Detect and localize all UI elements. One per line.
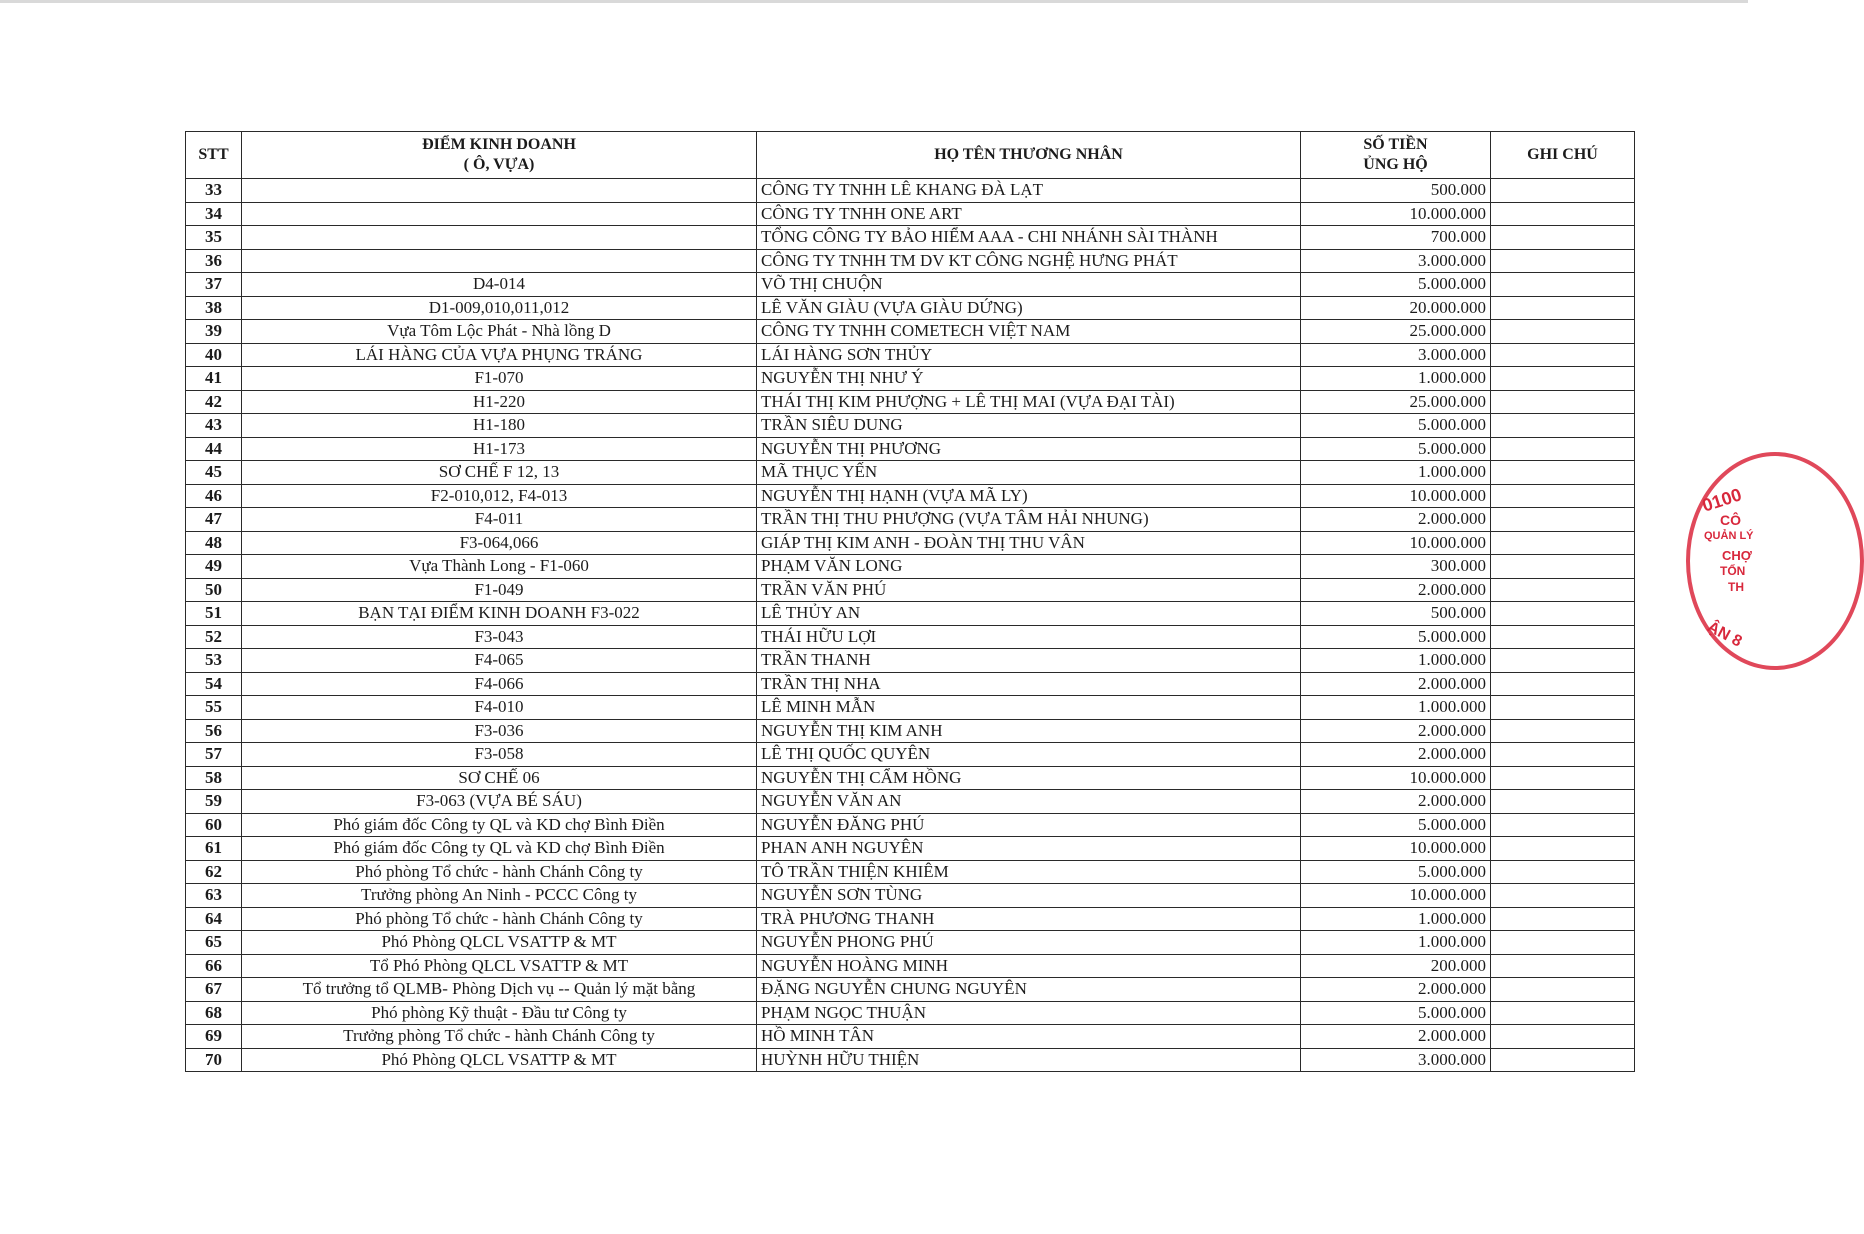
cell-stt: 52 xyxy=(186,625,242,649)
cell-stt: 46 xyxy=(186,484,242,508)
cell-merchant-name: THÁI THỊ KIM PHƯỢNG + LÊ THỊ MAI (VỰA ĐẠI TÀI) xyxy=(757,390,1301,414)
cell-business-point: Phó Phòng QLCL VSATTP & MT xyxy=(242,1048,757,1072)
cell-note xyxy=(1491,390,1635,414)
cell-stt: 42 xyxy=(186,390,242,414)
cell-stt: 67 xyxy=(186,978,242,1002)
table-row xyxy=(186,179,1635,203)
cell-business-point: Vựa Tôm Lộc Phát - Nhà lồng D xyxy=(242,320,757,344)
cell-business-point xyxy=(242,249,757,273)
cell-merchant-name: HỒ MINH TÂN xyxy=(757,1025,1301,1049)
table-row xyxy=(186,367,1635,391)
stamp-text: TỔN xyxy=(1720,564,1746,578)
cell-amount: 1.000.000 xyxy=(1301,907,1491,931)
table-row xyxy=(186,1048,1635,1072)
stamp-text: ẬN 8 xyxy=(1704,618,1745,651)
cell-amount: 5.000.000 xyxy=(1301,437,1491,461)
cell-stt: 58 xyxy=(186,766,242,790)
cell-amount: 5.000.000 xyxy=(1301,625,1491,649)
table-row xyxy=(186,766,1635,790)
table-row xyxy=(186,931,1635,955)
cell-merchant-name: TRẦN THANH xyxy=(757,649,1301,673)
table-row xyxy=(186,484,1635,508)
cell-business-point: Phó giám đốc Công ty QL và KD chợ Bình Điền xyxy=(242,813,757,837)
cell-note xyxy=(1491,226,1635,250)
cell-merchant-name: MÃ THỤC YẾN xyxy=(757,461,1301,485)
cell-business-point: F1-049 xyxy=(242,578,757,602)
cell-merchant-name: CÔNG TY TNHH LÊ KHANG ĐÀ LẠT xyxy=(757,179,1301,203)
header-note: GHI CHÚ xyxy=(1491,132,1635,179)
header-business-point-line2: ( Ô, VỰA) xyxy=(463,156,535,173)
cell-amount: 2.000.000 xyxy=(1301,508,1491,532)
cell-amount: 5.000.000 xyxy=(1301,414,1491,438)
cell-business-point: D1-009,010,011,012 xyxy=(242,296,757,320)
cell-amount: 3.000.000 xyxy=(1301,1048,1491,1072)
cell-business-point: Phó Phòng QLCL VSATTP & MT xyxy=(242,931,757,955)
cell-merchant-name: NGUYỄN PHONG PHÚ xyxy=(757,931,1301,955)
table-row xyxy=(186,649,1635,673)
cell-merchant-name: TRẦN THỊ THU PHƯỢNG (VỰA TÂM HẢI NHUNG) xyxy=(757,508,1301,532)
cell-stt: 35 xyxy=(186,226,242,250)
cell-note xyxy=(1491,907,1635,931)
red-seal-stamp xyxy=(1686,452,1864,670)
cell-amount: 25.000.000 xyxy=(1301,390,1491,414)
table-row xyxy=(186,907,1635,931)
table-row xyxy=(186,696,1635,720)
cell-amount: 2.000.000 xyxy=(1301,743,1491,767)
cell-business-point: F4-010 xyxy=(242,696,757,720)
cell-stt: 63 xyxy=(186,884,242,908)
table-row xyxy=(186,461,1635,485)
cell-merchant-name: TRẦN VĂN PHÚ xyxy=(757,578,1301,602)
cell-business-point: H1-173 xyxy=(242,437,757,461)
cell-merchant-name: TÔ TRẦN THIỆN KHIÊM xyxy=(757,860,1301,884)
cell-merchant-name: LÊ THỊ QUỐC QUYÊN xyxy=(757,743,1301,767)
table-header-row xyxy=(186,132,1635,179)
cell-amount: 1.000.000 xyxy=(1301,461,1491,485)
table-row xyxy=(186,273,1635,297)
cell-business-point: Phó giám đốc Công ty QL và KD chợ Bình Điền xyxy=(242,837,757,861)
cell-business-point: Tổ trưởng tổ QLMB- Phòng Dịch vụ -- Quản lý mặt bằng xyxy=(242,978,757,1002)
cell-amount: 500.000 xyxy=(1301,602,1491,626)
cell-merchant-name: NGUYỄN HOÀNG MINH xyxy=(757,954,1301,978)
cell-amount: 300.000 xyxy=(1301,555,1491,579)
table-row xyxy=(186,602,1635,626)
cell-business-point: SƠ CHẾ F 12, 13 xyxy=(242,461,757,485)
cell-business-point: F4-066 xyxy=(242,672,757,696)
cell-stt: 45 xyxy=(186,461,242,485)
cell-merchant-name: HUỲNH HỮU THIỆN xyxy=(757,1048,1301,1072)
header-amount-line2: ỦNG HỘ xyxy=(1363,156,1428,173)
cell-note xyxy=(1491,602,1635,626)
header-amount xyxy=(1301,132,1491,179)
stamp-text: 0100 xyxy=(1699,484,1745,516)
cell-note xyxy=(1491,320,1635,344)
cell-stt: 59 xyxy=(186,790,242,814)
cell-stt: 37 xyxy=(186,273,242,297)
cell-business-point: SƠ CHẾ 06 xyxy=(242,766,757,790)
cell-amount: 10.000.000 xyxy=(1301,837,1491,861)
cell-business-point xyxy=(242,226,757,250)
cell-note xyxy=(1491,508,1635,532)
cell-amount: 1.000.000 xyxy=(1301,649,1491,673)
cell-stt: 38 xyxy=(186,296,242,320)
cell-merchant-name: PHAN ANH NGUYÊN xyxy=(757,837,1301,861)
cell-note xyxy=(1491,813,1635,837)
cell-note xyxy=(1491,1048,1635,1072)
cell-stt: 44 xyxy=(186,437,242,461)
cell-note xyxy=(1491,437,1635,461)
table-row xyxy=(186,978,1635,1002)
cell-note xyxy=(1491,484,1635,508)
cell-merchant-name: CÔNG TY TNHH COMETECH VIỆT NAM xyxy=(757,320,1301,344)
cell-merchant-name: PHẠM VĂN LONG xyxy=(757,555,1301,579)
cell-stt: 56 xyxy=(186,719,242,743)
cell-stt: 48 xyxy=(186,531,242,555)
cell-note xyxy=(1491,860,1635,884)
cell-stt: 62 xyxy=(186,860,242,884)
cell-stt: 36 xyxy=(186,249,242,273)
header-stt: STT xyxy=(186,132,242,179)
cell-merchant-name: NGUYỄN THỊ CẨM HỒNG xyxy=(757,766,1301,790)
cell-note xyxy=(1491,179,1635,203)
cell-business-point: Trưởng phòng An Ninh - PCCC Công ty xyxy=(242,884,757,908)
table-row xyxy=(186,813,1635,837)
cell-note xyxy=(1491,625,1635,649)
cell-merchant-name: TỔNG CÔNG TY BẢO HIỂM AAA - CHI NHÁNH SÀI THÀNH xyxy=(757,226,1301,250)
cell-merchant-name: NGUYỄN ĐĂNG PHÚ xyxy=(757,813,1301,837)
table-row xyxy=(186,578,1635,602)
cell-stt: 49 xyxy=(186,555,242,579)
cell-amount: 5.000.000 xyxy=(1301,273,1491,297)
cell-amount: 700.000 xyxy=(1301,226,1491,250)
cell-merchant-name: NGUYỄN THỊ KIM ANH xyxy=(757,719,1301,743)
cell-business-point: F3-063 (VỰA BÉ SÁU) xyxy=(242,790,757,814)
cell-merchant-name: TRẦN SIÊU DUNG xyxy=(757,414,1301,438)
cell-business-point: F1-070 xyxy=(242,367,757,391)
table-row xyxy=(186,508,1635,532)
cell-business-point: Trưởng phòng Tổ chức - hành Chánh Công ty xyxy=(242,1025,757,1049)
cell-note xyxy=(1491,1001,1635,1025)
table-row xyxy=(186,884,1635,908)
cell-amount: 1.000.000 xyxy=(1301,696,1491,720)
cell-amount: 1.000.000 xyxy=(1301,367,1491,391)
cell-amount: 500.000 xyxy=(1301,179,1491,203)
cell-amount: 20.000.000 xyxy=(1301,296,1491,320)
cell-merchant-name: THÁI HỮU LỢI xyxy=(757,625,1301,649)
header-merchant-name: HỌ TÊN THƯƠNG NHÂN xyxy=(757,132,1301,179)
cell-note xyxy=(1491,672,1635,696)
header-business-point-line1: ĐIỂM KINH DOANH xyxy=(422,136,576,153)
cell-business-point: F3-058 xyxy=(242,743,757,767)
cell-amount: 5.000.000 xyxy=(1301,1001,1491,1025)
cell-amount: 10.000.000 xyxy=(1301,484,1491,508)
cell-business-point: F4-065 xyxy=(242,649,757,673)
cell-stt: 34 xyxy=(186,202,242,226)
table-row xyxy=(186,743,1635,767)
cell-stt: 47 xyxy=(186,508,242,532)
cell-business-point: LÁI HÀNG CỦA VỰA PHỤNG TRÁNG xyxy=(242,343,757,367)
table-body xyxy=(186,179,1635,1072)
cell-amount: 5.000.000 xyxy=(1301,860,1491,884)
table-row xyxy=(186,390,1635,414)
cell-amount: 10.000.000 xyxy=(1301,531,1491,555)
cell-stt: 40 xyxy=(186,343,242,367)
cell-stt: 55 xyxy=(186,696,242,720)
cell-business-point xyxy=(242,179,757,203)
table-row xyxy=(186,1025,1635,1049)
cell-merchant-name: LÊ VĂN GIÀU (VỰA GIÀU DỨNG) xyxy=(757,296,1301,320)
cell-stt: 70 xyxy=(186,1048,242,1072)
cell-merchant-name: CÔNG TY TNHH TM DV KT CÔNG NGHỆ HƯNG PHÁT xyxy=(757,249,1301,273)
cell-merchant-name: LÊ THỦY AN xyxy=(757,602,1301,626)
table-row xyxy=(186,296,1635,320)
cell-note xyxy=(1491,343,1635,367)
cell-stt: 33 xyxy=(186,179,242,203)
cell-merchant-name: NGUYỄN SƠN TÙNG xyxy=(757,884,1301,908)
table-row xyxy=(186,343,1635,367)
cell-amount: 200.000 xyxy=(1301,954,1491,978)
cell-note xyxy=(1491,978,1635,1002)
cell-amount: 2.000.000 xyxy=(1301,578,1491,602)
cell-merchant-name: CÔNG TY TNHH ONE ART xyxy=(757,202,1301,226)
cell-note xyxy=(1491,743,1635,767)
cell-note xyxy=(1491,766,1635,790)
table-row xyxy=(186,790,1635,814)
cell-business-point: H1-220 xyxy=(242,390,757,414)
cell-amount: 2.000.000 xyxy=(1301,790,1491,814)
table-row xyxy=(186,414,1635,438)
cell-stt: 39 xyxy=(186,320,242,344)
cell-business-point: H1-180 xyxy=(242,414,757,438)
stamp-text: TH xyxy=(1728,580,1744,594)
cell-note xyxy=(1491,884,1635,908)
cell-note xyxy=(1491,296,1635,320)
table-row xyxy=(186,625,1635,649)
cell-amount: 3.000.000 xyxy=(1301,249,1491,273)
table-row xyxy=(186,531,1635,555)
cell-business-point: Phó phòng Kỹ thuật - Đầu tư Công ty xyxy=(242,1001,757,1025)
donation-table xyxy=(185,131,1635,1072)
table-row xyxy=(186,226,1635,250)
cell-note xyxy=(1491,367,1635,391)
table-row xyxy=(186,320,1635,344)
cell-note xyxy=(1491,719,1635,743)
cell-note xyxy=(1491,273,1635,297)
cell-stt: 66 xyxy=(186,954,242,978)
cell-business-point: D4-014 xyxy=(242,273,757,297)
cell-stt: 68 xyxy=(186,1001,242,1025)
table-row xyxy=(186,249,1635,273)
scan-edge xyxy=(0,0,1748,3)
cell-note xyxy=(1491,249,1635,273)
cell-amount: 10.000.000 xyxy=(1301,766,1491,790)
table-row xyxy=(186,719,1635,743)
cell-stt: 41 xyxy=(186,367,242,391)
cell-note xyxy=(1491,555,1635,579)
cell-business-point: Tổ Phó Phòng QLCL VSATTP & MT xyxy=(242,954,757,978)
cell-amount: 1.000.000 xyxy=(1301,931,1491,955)
cell-note xyxy=(1491,790,1635,814)
cell-note xyxy=(1491,202,1635,226)
cell-business-point: F3-064,066 xyxy=(242,531,757,555)
stamp-text: CHỢ xyxy=(1722,548,1752,563)
cell-business-point: F4-011 xyxy=(242,508,757,532)
cell-amount: 2.000.000 xyxy=(1301,1025,1491,1049)
cell-note xyxy=(1491,1025,1635,1049)
cell-amount: 10.000.000 xyxy=(1301,884,1491,908)
cell-note xyxy=(1491,954,1635,978)
cell-stt: 69 xyxy=(186,1025,242,1049)
cell-amount: 2.000.000 xyxy=(1301,719,1491,743)
cell-note xyxy=(1491,461,1635,485)
cell-merchant-name: GIÁP THỊ KIM ANH - ĐOÀN THỊ THU VÂN xyxy=(757,531,1301,555)
cell-business-point: BẠN TẠI ĐIỂM KINH DOANH F3-022 xyxy=(242,602,757,626)
table-row xyxy=(186,1001,1635,1025)
cell-merchant-name: NGUYỄN THỊ NHƯ Ý xyxy=(757,367,1301,391)
cell-note xyxy=(1491,414,1635,438)
cell-merchant-name: TRẦN THỊ NHA xyxy=(757,672,1301,696)
cell-merchant-name: NGUYỄN THỊ PHƯƠNG xyxy=(757,437,1301,461)
cell-note xyxy=(1491,696,1635,720)
cell-business-point: F3-043 xyxy=(242,625,757,649)
cell-merchant-name: PHẠM NGỌC THUẬN xyxy=(757,1001,1301,1025)
cell-amount: 10.000.000 xyxy=(1301,202,1491,226)
table-row xyxy=(186,672,1635,696)
cell-business-point: Vựa Thành Long - F1-060 xyxy=(242,555,757,579)
cell-business-point xyxy=(242,202,757,226)
cell-amount: 3.000.000 xyxy=(1301,343,1491,367)
table-row xyxy=(186,202,1635,226)
cell-merchant-name: NGUYỄN VĂN AN xyxy=(757,790,1301,814)
cell-business-point: F3-036 xyxy=(242,719,757,743)
cell-merchant-name: NGUYỄN THỊ HẠNH (VỰA MÃ LY) xyxy=(757,484,1301,508)
cell-stt: 54 xyxy=(186,672,242,696)
header-amount-line1: SỐ TIỀN xyxy=(1363,136,1428,153)
cell-merchant-name: LÁI HÀNG SƠN THỦY xyxy=(757,343,1301,367)
stamp-text: CÔ xyxy=(1720,512,1741,528)
table-row xyxy=(186,860,1635,884)
cell-note xyxy=(1491,531,1635,555)
cell-stt: 64 xyxy=(186,907,242,931)
cell-amount: 2.000.000 xyxy=(1301,672,1491,696)
cell-merchant-name: ĐẶNG NGUYỄN CHUNG NGUYÊN xyxy=(757,978,1301,1002)
cell-stt: 53 xyxy=(186,649,242,673)
cell-merchant-name: TRÀ PHƯƠNG THANH xyxy=(757,907,1301,931)
table-row xyxy=(186,837,1635,861)
cell-business-point: Phó phòng Tổ chức - hành Chánh Công ty xyxy=(242,860,757,884)
cell-amount: 5.000.000 xyxy=(1301,813,1491,837)
header-business-point xyxy=(242,132,757,179)
table-row xyxy=(186,954,1635,978)
cell-note xyxy=(1491,837,1635,861)
cell-amount: 25.000.000 xyxy=(1301,320,1491,344)
table-row xyxy=(186,437,1635,461)
cell-note xyxy=(1491,649,1635,673)
table-row xyxy=(186,555,1635,579)
cell-stt: 61 xyxy=(186,837,242,861)
cell-stt: 50 xyxy=(186,578,242,602)
cell-business-point: Phó phòng Tổ chức - hành Chánh Công ty xyxy=(242,907,757,931)
cell-amount: 2.000.000 xyxy=(1301,978,1491,1002)
cell-stt: 57 xyxy=(186,743,242,767)
cell-note xyxy=(1491,578,1635,602)
cell-merchant-name: LÊ MINH MẪN xyxy=(757,696,1301,720)
cell-stt: 43 xyxy=(186,414,242,438)
stamp-text: QUẢN LÝ xyxy=(1704,530,1754,542)
cell-stt: 51 xyxy=(186,602,242,626)
cell-stt: 60 xyxy=(186,813,242,837)
cell-merchant-name: VÕ THỊ CHUỘN xyxy=(757,273,1301,297)
cell-business-point: F2-010,012, F4-013 xyxy=(242,484,757,508)
cell-stt: 65 xyxy=(186,931,242,955)
cell-note xyxy=(1491,931,1635,955)
